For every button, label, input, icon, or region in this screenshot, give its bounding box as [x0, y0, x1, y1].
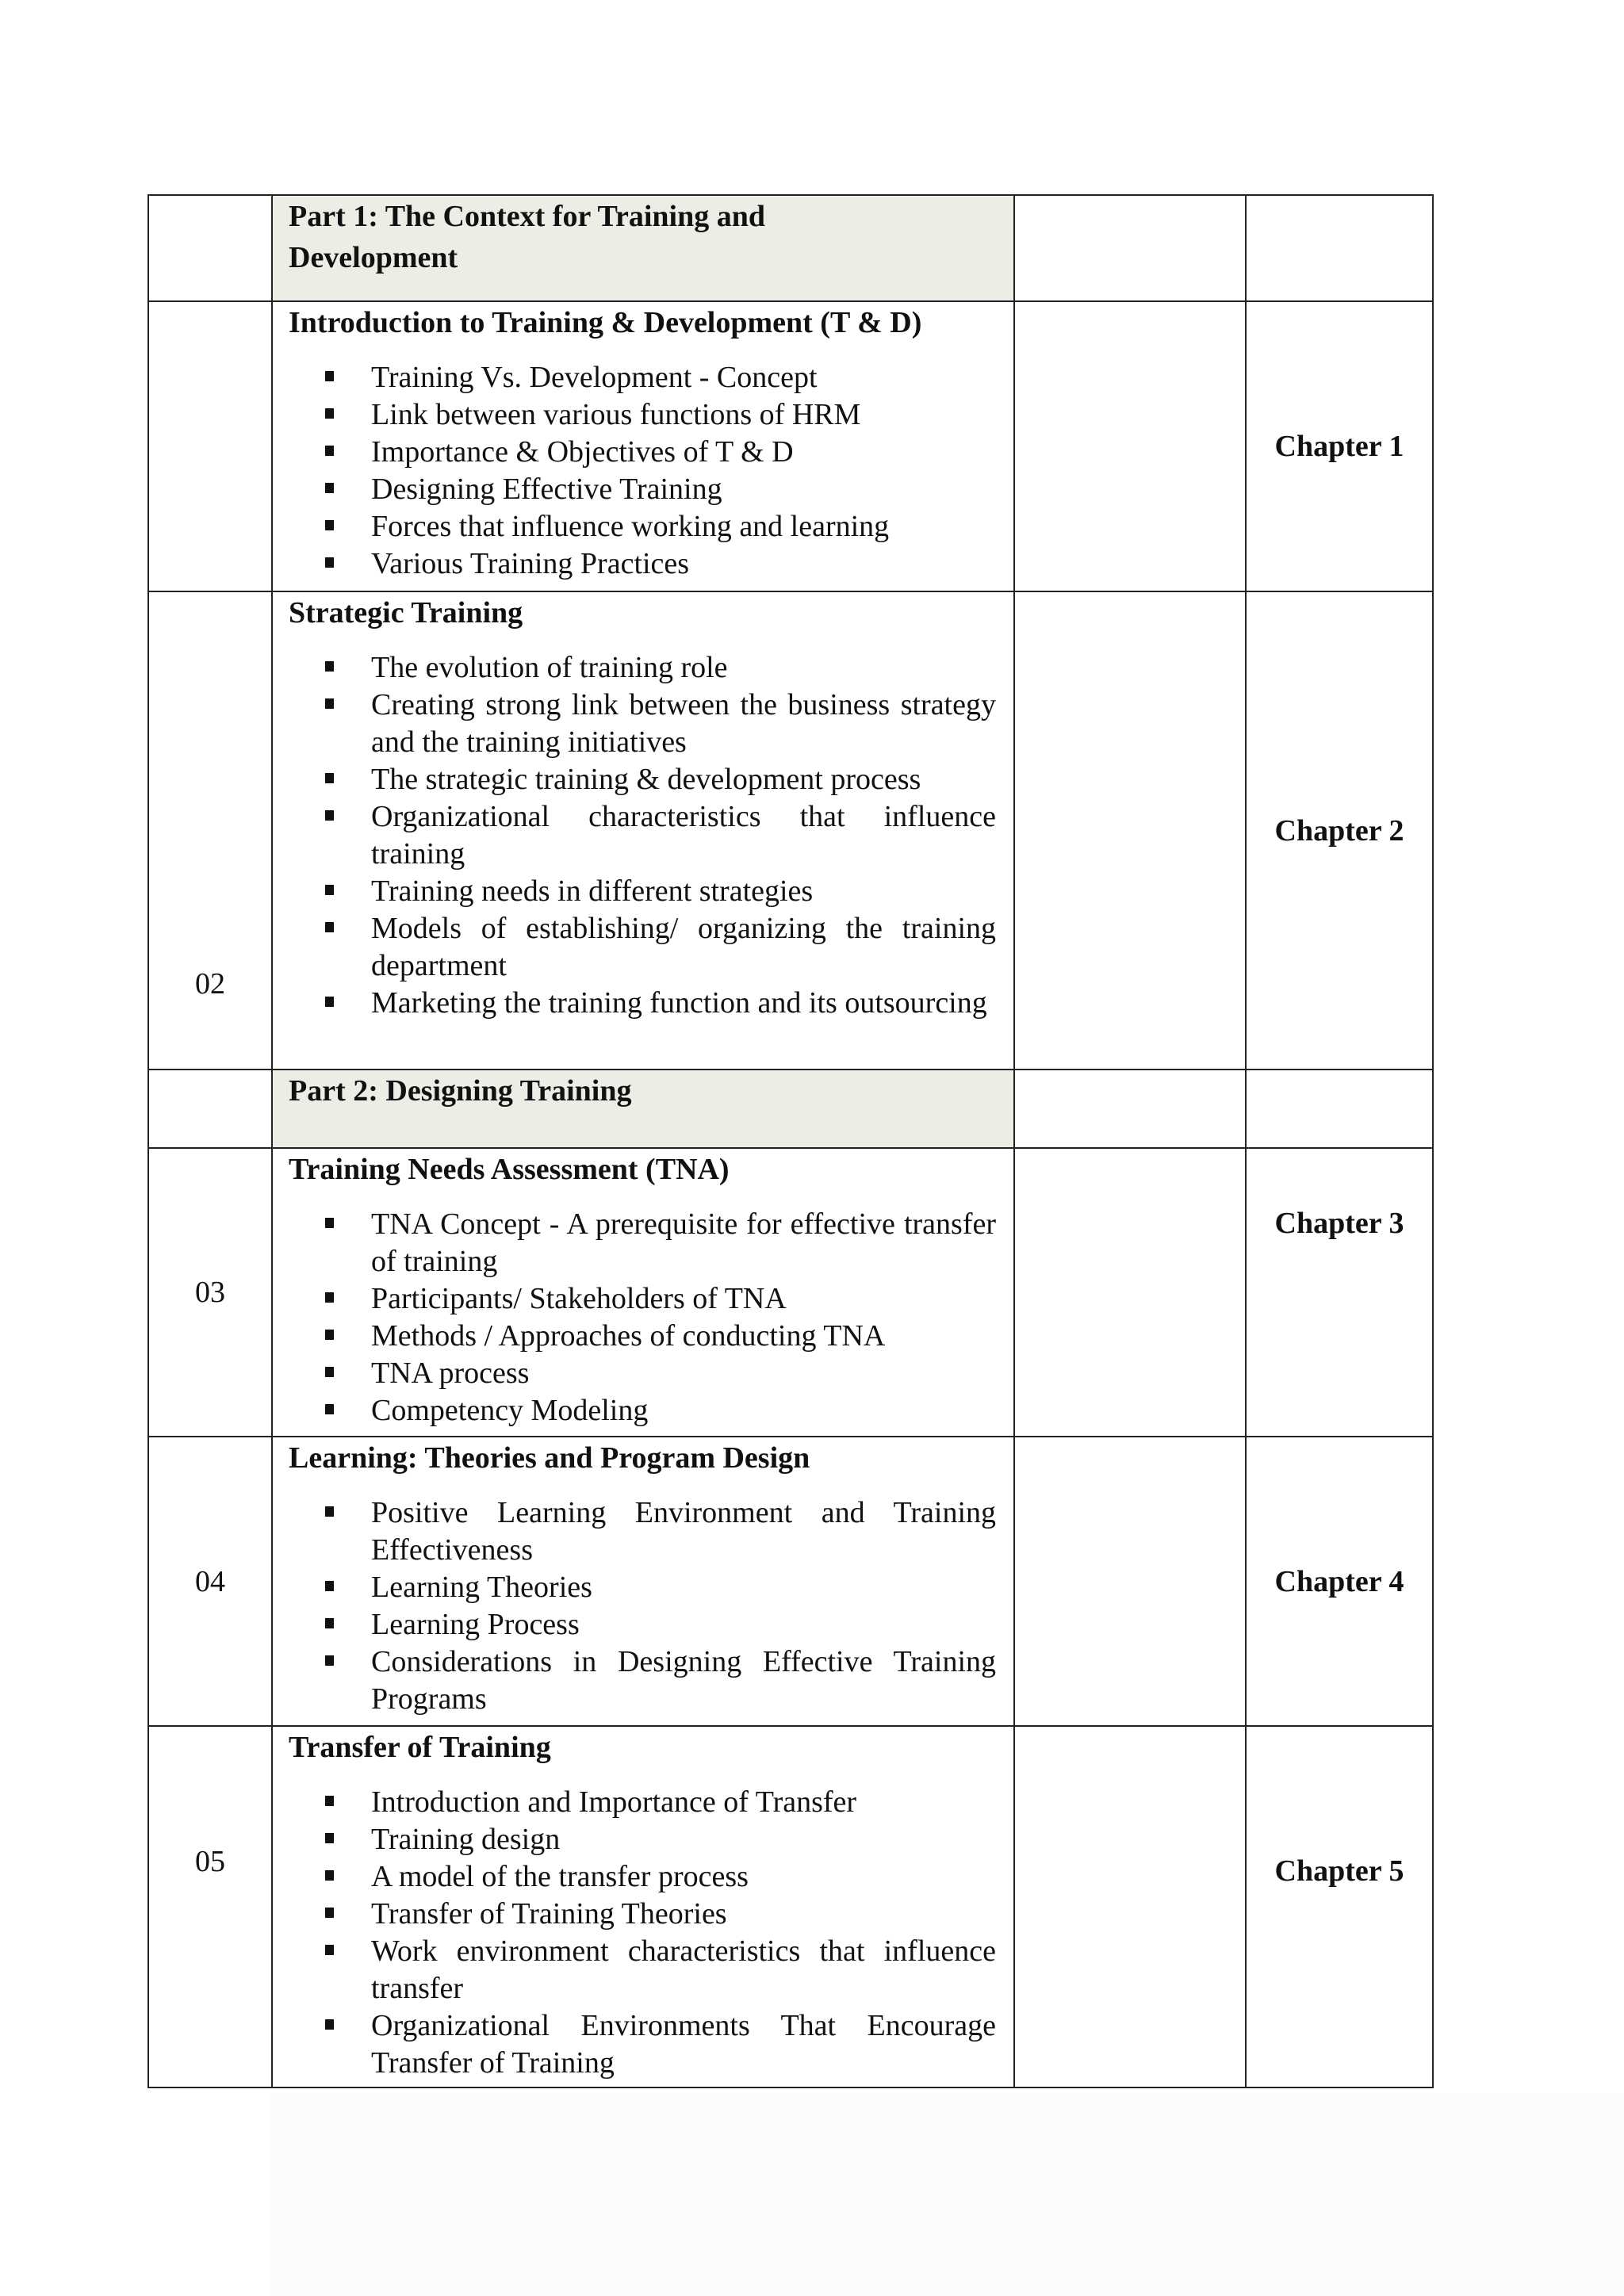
topic-title: Introduction to Training & Development (T & D) — [289, 306, 922, 339]
bullet-item: TNA Concept - A prerequisite for effective transfer of training — [133, 1206, 996, 1280]
topic-bullet-list — [273, 1494, 1013, 1718]
chapter-cell: Chapter 5 — [1246, 1726, 1433, 2087]
chapter-cell: Chapter 1 — [1246, 301, 1433, 591]
topic-cell — [272, 301, 1014, 591]
topic-title: Strategic Training — [289, 596, 523, 629]
topic-cell — [272, 591, 1014, 1070]
table-row — [148, 591, 1433, 1070]
topic-bullet-list — [273, 649, 1013, 1022]
syllabus-table — [147, 194, 1434, 2088]
unit-number-cell: 05 — [148, 1726, 272, 2087]
bullet-item: The evolution of training role — [133, 649, 996, 687]
bullet-item: Training design — [133, 1821, 996, 1858]
bullet-item: Various Training Practices — [133, 545, 996, 583]
unit-number-cell: 04 — [148, 1437, 272, 1726]
topic-cell — [272, 1437, 1014, 1726]
chapter-cell — [1246, 195, 1433, 301]
blank-cell — [1014, 301, 1246, 591]
bullet-item: Competency Modeling — [133, 1392, 996, 1429]
unit-number-cell — [148, 1070, 272, 1148]
bullet-item: Methods / Approaches of conducting TNA — [133, 1318, 996, 1355]
topic-title: Training Needs Assessment (TNA) — [289, 1153, 730, 1186]
table-row — [148, 1437, 1433, 1726]
bullet-item: A model of the transfer process — [133, 1858, 996, 1896]
bullet-item: Training needs in different strategies — [133, 873, 996, 910]
blank-cell — [1014, 1726, 1246, 2087]
bullet-item: Transfer of Training Theories — [133, 1896, 996, 1933]
bullet-item: Participants/ Stakeholders of TNA — [133, 1280, 996, 1318]
unit-number-cell — [148, 195, 272, 301]
bullet-item: Models of establishing/ organizing the training department — [133, 910, 996, 985]
blank-cell — [1014, 195, 1246, 301]
table-row — [148, 1726, 1433, 2087]
unit-number-cell: 02 — [148, 591, 272, 1070]
topic-title: Transfer of Training — [289, 1731, 551, 1764]
table-row — [148, 301, 1433, 591]
bullet-item: Importance & Objectives of T & D — [133, 434, 996, 471]
table-row — [148, 1148, 1433, 1437]
bullet-item: Work environment characteristics that influence transfer — [133, 1933, 996, 2007]
bullet-item: Forces that influence working and learning — [133, 508, 996, 545]
bullet-item: Introduction and Importance of Transfer — [133, 1784, 996, 1821]
bullet-item: Organizational characteristics that influence training — [133, 798, 996, 873]
page-background-shade — [270, 2093, 1624, 2296]
part-heading-cell — [272, 195, 1014, 301]
chapter-cell: Chapter 4 — [1246, 1437, 1433, 1726]
bullet-item: Training Vs. Development - Concept — [133, 359, 996, 396]
blank-cell — [1014, 1070, 1246, 1148]
topic-bullet-list — [273, 1784, 1013, 2082]
bullet-item: Learning Process — [133, 1606, 996, 1644]
topic-cell — [272, 1148, 1014, 1437]
bullet-item: Learning Theories — [133, 1569, 996, 1606]
bullet-item: TNA process — [133, 1355, 996, 1392]
chapter-cell: Chapter 3 — [1246, 1148, 1433, 1437]
topic-bullet-list — [273, 1206, 1013, 1429]
bullet-item: Considerations in Designing Effective Training Programs — [133, 1644, 996, 1718]
topic-bullet-list — [273, 359, 1013, 583]
bullet-item: Marketing the training function and its outsourcing — [133, 985, 996, 1022]
bullet-item: Positive Learning Environment and Training Effectiveness — [133, 1494, 996, 1569]
part-title: Part 2: Designing Training — [289, 1074, 632, 1108]
topic-cell — [272, 1726, 1014, 2087]
table-row — [148, 1070, 1433, 1148]
chapter-cell: Chapter 2 — [1246, 591, 1433, 1070]
topic-title: Learning: Theories and Program Design — [289, 1441, 810, 1475]
bullet-item: Organizational Environments That Encourage Transfer of Training — [133, 2007, 996, 2082]
bullet-item: Link between various functions of HRM — [133, 396, 996, 434]
blank-cell — [1014, 591, 1246, 1070]
blank-cell — [1014, 1148, 1246, 1437]
bullet-item: Creating strong link between the business strategy and the training initiatives — [133, 687, 996, 761]
table-row — [148, 195, 1433, 301]
part-heading-cell — [272, 1070, 1014, 1148]
blank-cell — [1014, 1437, 1246, 1726]
bullet-item: The strategic training & development process — [133, 761, 996, 798]
unit-number-cell: 03 — [148, 1148, 272, 1437]
chapter-cell — [1246, 1070, 1433, 1148]
part-title: Part 1: The Context for Training and Development — [289, 200, 765, 274]
bullet-item: Designing Effective Training — [133, 471, 996, 508]
